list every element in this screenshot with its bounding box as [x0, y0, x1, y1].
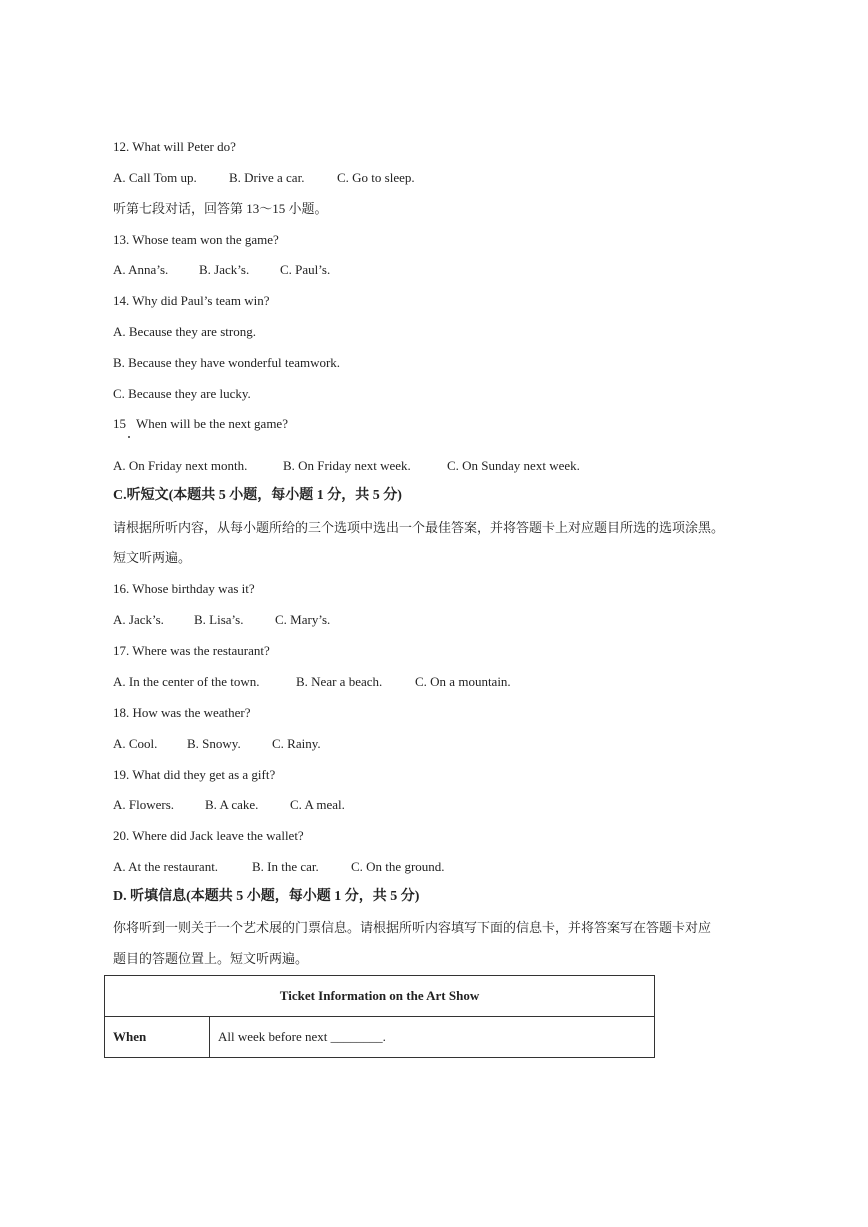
option-a: A. Flowers.: [113, 797, 175, 812]
option-c: C. Mary’s.: [275, 612, 331, 627]
option-b: B. Because they have wonderful teamwork.: [113, 355, 341, 370]
when-label: When: [105, 1017, 210, 1058]
option-b: B. Near a beach.: [296, 674, 383, 689]
option-b: B. In the car.: [252, 859, 319, 874]
instruction-dialogue-7: 听第七段对话，回答第 13～15 小题。: [113, 201, 328, 216]
options-19: [113, 797, 345, 813]
options-15: [113, 458, 580, 474]
option-a: A. Because they are strong.: [113, 324, 256, 339]
option-b: B. Lisa’s.: [194, 612, 244, 627]
option-a: A. Cool.: [113, 736, 158, 751]
question-text: When will be the next game?: [136, 416, 288, 431]
question-20: 20. Where did Jack leave the wallet?: [113, 828, 304, 843]
option-c: C. Rainy.: [272, 736, 321, 751]
options-17: [113, 674, 511, 690]
option-c: C. On Sunday next week.: [447, 458, 580, 473]
question-16: 16. Whose birthday was it?: [113, 581, 255, 596]
options-20: [113, 859, 445, 875]
option-b: B. Snowy.: [187, 736, 241, 751]
option-b: B. A cake.: [205, 797, 259, 812]
question-14: 14. Why did Paul’s team win?: [113, 293, 270, 308]
option-a: A. On Friday next month.: [113, 458, 248, 473]
stray-dot: [128, 436, 130, 438]
question-19: 19. What did they get as a gift?: [113, 767, 276, 782]
options-12: [113, 170, 415, 186]
option-c: C. Go to sleep.: [337, 170, 415, 185]
options-16: [113, 612, 330, 628]
question-15: [113, 416, 288, 432]
option-a: A. At the restaurant.: [113, 859, 219, 874]
question-17: 17. Where was the restaurant?: [113, 643, 270, 658]
ticket-table-title: Ticket Information on the Art Show: [105, 976, 655, 1017]
question-18: 18. How was the weather?: [113, 705, 251, 720]
question-13: 13. Whose team won the game?: [113, 232, 279, 247]
option-a: A. Call Tom up.: [113, 170, 197, 185]
option-b: B. Drive a car.: [229, 170, 305, 185]
option-a: A. Anna’s.: [113, 262, 169, 277]
section-d-instruction-cont: 题目的答题位置上。短文听两遍。: [113, 951, 309, 966]
option-c: C. Because they are lucky.: [113, 386, 251, 401]
section-c-instruction-cont: 短文听两遍。: [113, 550, 192, 565]
option-a: A. In the center of the town.: [113, 674, 260, 689]
option-a: A. Jack’s.: [113, 612, 164, 627]
section-c-title: C.听短文(本题共 5 小题，每小题 1 分，共 5 分): [113, 488, 402, 503]
options-18: [113, 736, 321, 752]
option-b: B. On Friday next week.: [283, 458, 411, 473]
option-c: C. On a mountain.: [415, 674, 511, 689]
section-d-title: D. 听填信息(本题共 5 小题，每小题 1 分，共 5 分): [113, 889, 420, 904]
option-c: C. A meal.: [290, 797, 345, 812]
when-value: All week before next ________.: [210, 1017, 655, 1058]
question-12: 12. What will Peter do?: [113, 139, 236, 154]
option-b: B. Jack’s.: [199, 262, 250, 277]
option-c: C. On the ground.: [351, 859, 445, 874]
section-d-instruction: 你将听到一则关于一个艺术展的门票信息。请根据所听内容填写下面的信息卡，并将答案写在答题卡对应: [113, 920, 712, 935]
question-number: 15: [113, 416, 126, 431]
options-13: [113, 262, 330, 278]
ticket-info-table: [104, 975, 655, 1058]
option-c: C. Paul’s.: [280, 262, 331, 277]
section-c-instruction: 请根据所听内容，从每小题所给的三个选项中选出一个最佳答案，并将答题卡上对应题目所选的选项涂黑。: [113, 520, 725, 535]
table-row: [105, 1017, 655, 1058]
